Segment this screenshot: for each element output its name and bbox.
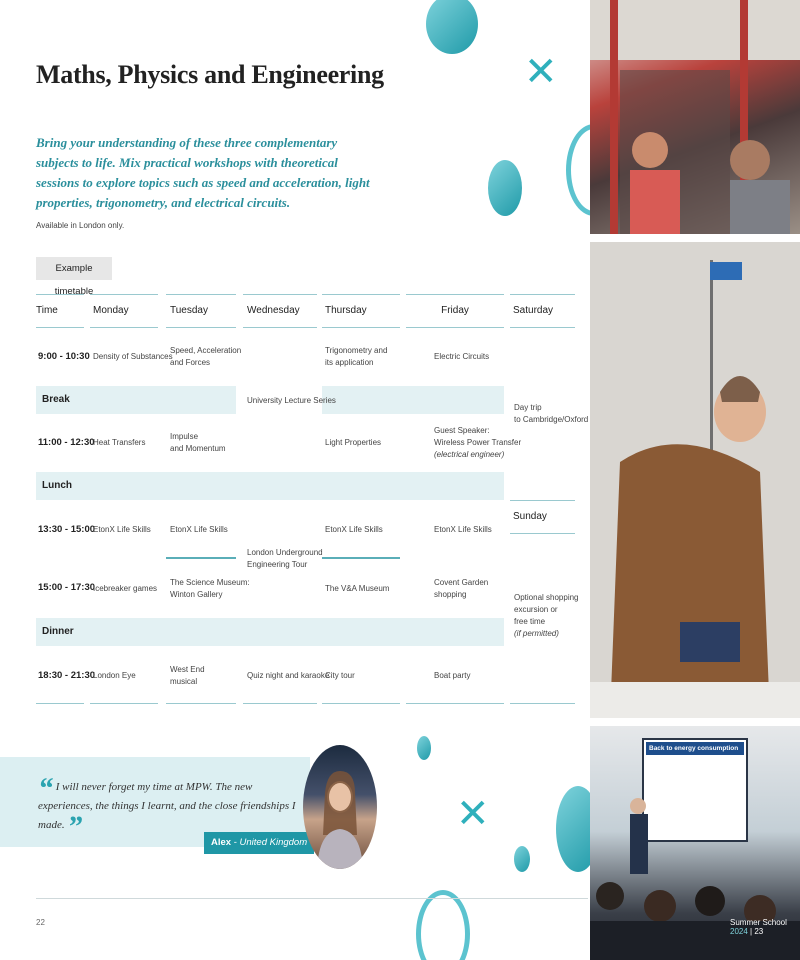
photo-underground-train — [590, 0, 800, 234]
bottom-rule-weekend — [510, 703, 575, 704]
quote-text: I will never forget my time at MPW. The new experiences, the things I learnt, and the close friendships I made. — [38, 781, 296, 831]
close-quote-mark: ” — [67, 810, 83, 843]
footer-rule — [36, 898, 588, 899]
cell-tue-2: Impulse and Momentum — [170, 432, 226, 453]
time-slot-5: 18:30 - 21:30 — [38, 670, 96, 681]
bottom-rule-time — [36, 703, 84, 704]
header-sunday: Sunday — [510, 500, 575, 534]
header-tuesday: Tuesday — [166, 294, 236, 328]
header-saturday: Saturday — [510, 294, 575, 328]
bottom-rule-fri — [406, 703, 504, 704]
availability-note: Available in London only. — [36, 221, 125, 230]
time-slot-2: 11:00 - 12:30 — [38, 437, 95, 448]
intro-text: Bring your understanding of these three complementary subjects to life. Mix practical workshops with theoretical sessions to explore topics such as speed and acceleration, light properties, trigonometry, and electrical circuits. — [36, 135, 370, 210]
cell-thu-2: Light Properties — [325, 438, 382, 447]
cell-fri-4: Covent Garden shopping — [434, 578, 489, 599]
divider-thu-3 — [322, 557, 400, 559]
band-dinner: Dinner — [36, 618, 504, 646]
student-avatar — [303, 745, 377, 869]
time-slot-4: 15:00 - 17:30 — [38, 582, 96, 593]
photo-student-experiment — [590, 242, 800, 718]
cell-fri-5: Boat party — [434, 671, 471, 680]
decorative-cross-bottom-icon: ✕ — [456, 791, 490, 837]
header-wednesday: Wednesday — [243, 294, 317, 328]
cell-tue-3: EtonX Life Skills — [170, 525, 228, 534]
header-time: Time — [36, 294, 84, 328]
footer-label: Summer School — [730, 918, 787, 927]
cell-mon-1: Density of Substances — [93, 352, 173, 361]
cell-wed-tour: London Underground Engineering Tour — [247, 548, 323, 569]
cell-mon-2: Heat Transfers — [93, 438, 146, 447]
page-title: Maths, Physics and Engineering — [36, 60, 384, 89]
cell-fri-2 — [434, 425, 521, 461]
band-lunch: Lunch — [36, 472, 504, 500]
cell-sunday-note: (if permitted) — [514, 629, 559, 638]
decorative-cross-icon: ✕ — [524, 49, 558, 95]
band-break-right — [322, 386, 504, 414]
open-quote-mark: “ — [38, 772, 53, 805]
cell-tue-5: West End musical — [170, 665, 205, 686]
cell-tue-1: Speed, Acceleration and Forces — [170, 346, 242, 367]
cell-saturday: Day trip to Cambridge/Oxford — [514, 403, 589, 424]
train-scene-icon — [590, 0, 800, 234]
decorative-ring-bottom — [416, 890, 470, 960]
cell-wed-lecture: University Lecture Series — [247, 396, 336, 405]
lab-scene-icon — [590, 242, 800, 718]
cell-fri-2-text: Guest Speaker: Wireless Power Transfer — [434, 426, 522, 447]
bottom-rule-mon — [90, 703, 158, 704]
cell-sunday — [514, 592, 579, 640]
timetable-label: Example timetable — [36, 257, 112, 280]
slide-title: Back to energy consumption — [646, 742, 744, 755]
cell-fri-2-note: (electrical engineer) — [434, 450, 505, 459]
cell-fri-3: EtonX Life Skills — [434, 525, 492, 534]
bottom-rule-wed — [243, 703, 317, 704]
quote-country: United Kingdom — [239, 837, 308, 848]
cell-tue-4: The Science Museum: Winton Gallery — [170, 578, 250, 599]
header-thursday: Thursday — [322, 294, 400, 328]
divider-tue-3 — [166, 557, 236, 559]
quote-attribution — [204, 832, 314, 854]
band-break: Break — [36, 386, 236, 414]
cell-mon-4: Icebreaker games — [93, 584, 158, 593]
header-friday: Friday — [406, 294, 504, 328]
header-monday: Monday — [90, 294, 158, 328]
footer-right: Summer School 2024 | 23 — [730, 918, 787, 936]
cell-mon-5: London Eye — [93, 671, 136, 680]
cell-fri-1: Electric Circuits — [434, 352, 490, 361]
cell-thu-3: EtonX Life Skills — [325, 525, 383, 534]
quote-author: Alex — [211, 837, 232, 848]
cell-wed-5: Quiz night and karaoke — [247, 671, 330, 680]
page-number-right: 23 — [754, 927, 764, 936]
footer-year: 2024 — [730, 927, 748, 936]
time-slot-3: 13:30 - 15:00 — [38, 524, 96, 535]
cell-thu-1: Trigonometry and its application — [325, 346, 388, 367]
attribution-separator: - — [231, 837, 240, 848]
cell-thu-4: The V&A Museum — [325, 584, 390, 593]
cell-thu-5: City tour — [325, 671, 355, 680]
avatar-figure-icon — [303, 745, 377, 869]
page-number-left: 22 — [36, 918, 45, 927]
time-slot-1: 9:00 - 10:30 — [38, 351, 90, 362]
bottom-rule-thu — [322, 703, 400, 704]
bottom-rule-tue — [166, 703, 236, 704]
cell-sunday-text: Optional shopping excursion or free time — [514, 593, 579, 626]
decorative-circle-small — [417, 736, 431, 760]
decorative-circle-bottom — [514, 846, 530, 872]
cell-mon-3: EtonX Life Skills — [93, 525, 151, 534]
